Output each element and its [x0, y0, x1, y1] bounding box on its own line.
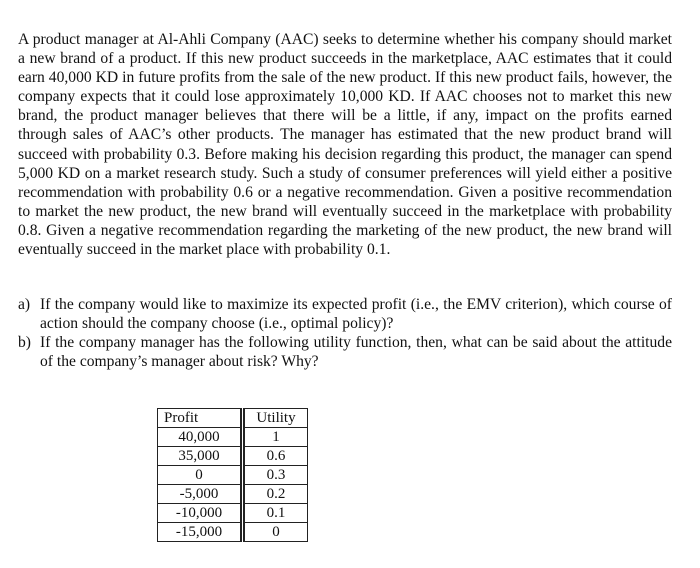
- profit-cell: 0: [158, 466, 243, 485]
- table-row: [158, 523, 308, 542]
- utility-table: [157, 408, 308, 542]
- utility-cell: 0.2: [243, 485, 308, 504]
- profit-cell: 40,000: [158, 428, 243, 447]
- utility-header: Utility: [243, 409, 308, 428]
- problem-statement: [0, 30, 672, 259]
- utility-cell: 0.6: [243, 447, 308, 466]
- profit-cell: -10,000: [158, 504, 243, 523]
- question-list: [18, 295, 672, 371]
- question-b: [18, 333, 672, 371]
- question-text: If the company would like to maximize its expected profit (i.e., the EMV criterion), which course of action should the company choose (i.e., optimal policy)?: [40, 296, 672, 333]
- utility-cell: 0.1: [243, 504, 308, 523]
- problem-text: A product manager at Al-Ahli Company (AAC) seeks to determine whether his company should market a new brand of a product. If this new product succeeds in the marketplace, AAC estimates that it could earn 40,000 KD in future profits from the sale of the new product. If this new product fails, however, the company expects that it could lose approximately 10,000 KD. If AAC chooses not to market this new brand, the product manager believes that there will be a little, if any, impact on the profits earned through sales of AAC’s other products. The manager has estimated that the new product brand will succeed with probability 0.3. Before making his decision regarding this product, the manager can spend 5,000 KD on a market research study. Such a study of consumer preferences will yield either a positive recommendation with probability 0.6 or a negative recommendation. Given a positive recommendation to market the new product, the new brand will eventually succeed in the marketplace with probability 0.8. Given a negative recommendation regarding the marketing of the new product, the new brand will eventually succeed in the market place with probability 0.1.: [18, 31, 672, 259]
- table-row: [158, 466, 308, 485]
- utility-cell: 1: [243, 428, 308, 447]
- question-label: b): [18, 334, 31, 352]
- profit-header: Profit: [158, 409, 243, 428]
- question-a: [18, 295, 672, 333]
- utility-cell: 0.3: [243, 466, 308, 485]
- table-row: [158, 485, 308, 504]
- table-row: [158, 428, 308, 447]
- question-text: If the company manager has the following utility function, then, what can be said about the attitude of the company’s manager about risk? Why?: [40, 334, 672, 371]
- table-row: [158, 447, 308, 466]
- question-label: a): [18, 296, 31, 313]
- profit-cell: 35,000: [158, 447, 243, 466]
- utility-cell: 0: [243, 523, 308, 542]
- table-header-row: [158, 409, 308, 428]
- table-row: [158, 504, 308, 523]
- problem-number: [0, 30, 1, 49]
- profit-cell: -5,000: [158, 485, 243, 504]
- profit-cell: -15,000: [158, 523, 243, 542]
